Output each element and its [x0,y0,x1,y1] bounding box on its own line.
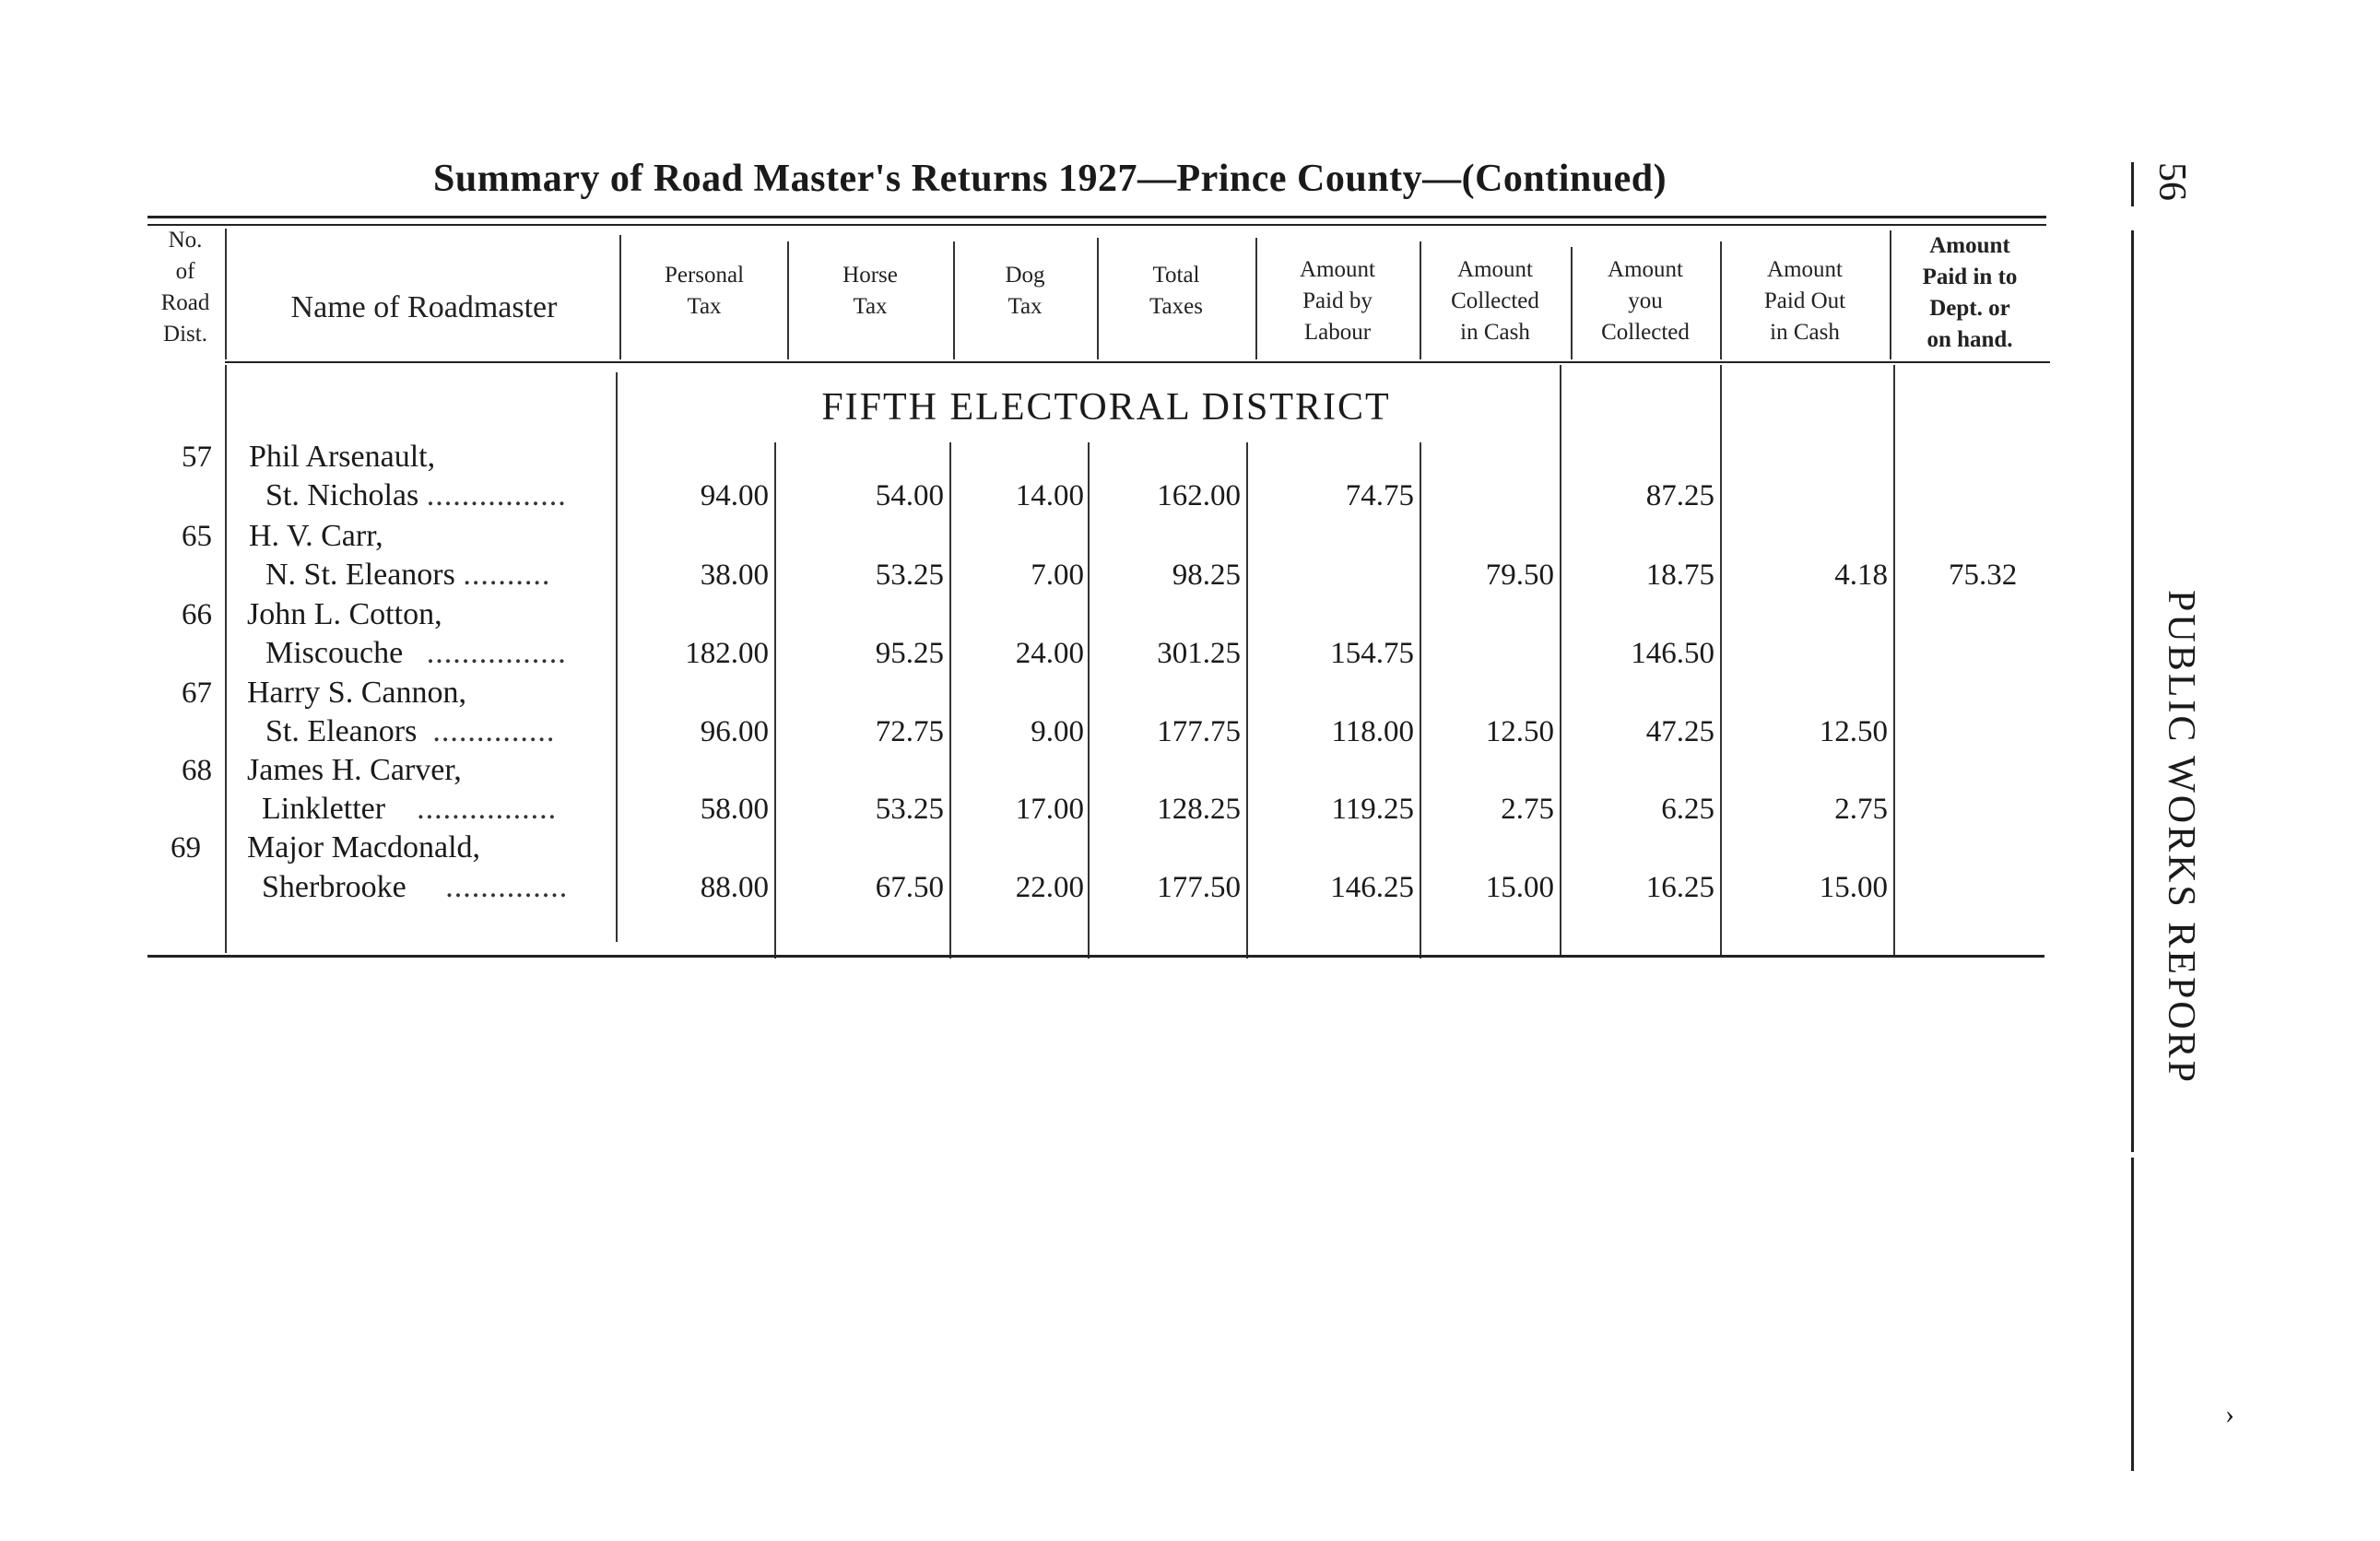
header-you-collected: Amount you Collected [1601,257,1690,345]
body-divider [225,365,227,953]
dog-tax-value: 22.00 [1015,871,1084,904]
page-number: 56 [2150,162,2193,201]
road-dist-number: 66 [182,598,212,631]
header-divider [225,229,227,359]
header-divider [619,235,621,359]
roadmaster-name: Major Macdonald, [247,830,481,865]
place-label: St. Nicholas [265,478,419,512]
road-dist-number: 57 [182,441,212,474]
road-dist-number: 65 [182,520,212,553]
total-taxes-value: 98.25 [1172,559,1241,592]
header-paid-out-cash: Amount Paid Out in Cash [1763,257,1846,345]
page-title: Summary of Road Master's Returns 1927—Prince County—(Continued) [433,158,1667,200]
paid-out-cash-value: 12.50 [1819,715,1888,748]
roadmaster-name: H. V. Carr, [249,519,383,553]
district-heading: FIFTH ELECTORAL DISTRICT [821,386,1391,429]
personal-tax-value: 94.00 [700,479,769,512]
paid-labour-value: 119.25 [1331,793,1414,826]
header-personal-tax: Personal Tax [664,263,745,319]
body-divider [1720,365,1722,955]
personal-tax-value: 58.00 [700,793,769,826]
dog-tax-value: 17.00 [1015,793,1084,826]
leader-dots: ................ [417,792,558,826]
paid-out-cash-value: 15.00 [1819,871,1888,904]
header-bottom-rule [225,361,2050,363]
roadmaster-place [265,557,550,594]
paid-labour-value: 74.75 [1345,479,1414,512]
header-horse-tax: Horse Tax [842,263,898,319]
personal-tax-value: 182.00 [685,637,769,670]
roadmaster-name: John L. Cotton, [247,597,442,631]
horse-tax-value: 53.25 [875,559,944,592]
horse-tax-value: 67.50 [875,871,944,904]
dog-tax-value: 9.00 [1031,715,1084,748]
header-road-dist: No. of Road Dist. [160,228,210,347]
header-name: Name of Roadmaster [290,290,558,324]
top-rule-inner [147,224,2046,226]
leader-dots: .............. [432,714,556,748]
running-title: PUBLIC WORKS REPORP [2160,590,2202,1086]
personal-tax-value: 38.00 [700,559,769,592]
header-collected-cash: Amount Collected in Cash [1451,257,1539,345]
header-paid-labour: Amount Paid by Labour [1300,257,1375,345]
body-divider [1088,442,1090,959]
leader-dots: ................ [426,478,567,512]
place-label: Miscouche [265,636,404,670]
paid-out-cash-value: 4.18 [1834,559,1888,592]
margin-rule [2131,162,2134,206]
horse-tax-value: 53.25 [875,793,944,826]
body-divider [1420,442,1421,959]
personal-tax-value: 88.00 [700,871,769,904]
roadmaster-place [265,635,567,672]
collected-cash-value: 2.75 [1501,793,1554,826]
total-taxes-value: 177.50 [1157,871,1241,904]
total-taxes-value: 162.00 [1157,479,1241,512]
road-dist-number: 67 [182,676,212,710]
roadmaster-name: James H. Carver, [247,753,462,787]
leader-dots: ................ [426,636,567,670]
horse-tax-value: 54.00 [875,479,944,512]
collected-cash-value: 79.50 [1485,559,1554,592]
paid-in-dept-value: 75.32 [1949,559,2018,592]
dog-tax-value: 14.00 [1015,479,1084,512]
header-total-taxes: Total Taxes [1149,263,1203,319]
collected-cash-value: 15.00 [1485,871,1554,904]
roadmaster-place [265,713,555,750]
dog-tax-value: 7.00 [1031,559,1084,592]
road-dist-number: 69 [171,831,201,865]
you-collected-value: 16.25 [1645,871,1714,904]
personal-tax-value: 96.00 [700,715,769,748]
header-dog-tax: Dog Tax [1005,263,1045,319]
bottom-rule [147,955,2044,958]
place-label: St. Eleanors [265,714,418,748]
dog-tax-value: 24.00 [1015,637,1084,670]
roadmaster-name: Phil Arsenault, [249,440,436,474]
paid-labour-value: 154.75 [1330,637,1414,670]
total-taxes-value: 301.25 [1157,637,1241,670]
body-divider [1246,442,1248,959]
paid-labour-value: 118.00 [1331,715,1414,748]
paid-labour-value: 146.25 [1330,871,1414,904]
margin-rule [2131,1158,2134,1471]
you-collected-value: 18.75 [1645,559,1714,592]
you-collected-value: 6.25 [1661,793,1714,826]
margin-mark: › [2225,1399,2234,1429]
paid-out-cash-value: 2.75 [1834,793,1888,826]
total-taxes-value: 177.75 [1157,715,1241,748]
horse-tax-value: 72.75 [875,715,944,748]
place-label: Linkletter [262,792,386,826]
body-divider [1893,365,1895,955]
roadmaster-place [262,791,557,828]
roadmaster-name: Harry S. Cannon, [247,676,466,710]
collected-cash-value: 12.50 [1485,715,1554,748]
leader-dots: .......... [463,558,551,592]
you-collected-value: 47.25 [1645,715,1714,748]
horse-tax-value: 95.25 [875,637,944,670]
roadmaster-place [265,477,567,514]
total-taxes-value: 128.25 [1157,793,1241,826]
you-collected-value: 87.25 [1645,479,1714,512]
top-rule [147,216,2046,218]
roadmaster-place [262,869,568,906]
header-paid-in-dept: Amount Paid in to Dept. or on hand. [1922,233,2018,352]
place-label: N. St. Eleanors [265,558,455,592]
leader-dots: .............. [445,870,569,904]
road-dist-number: 68 [182,754,212,787]
body-divider [616,372,618,942]
you-collected-value: 146.50 [1631,637,1714,670]
place-label: Sherbrooke [262,870,406,904]
body-divider [1560,365,1561,955]
body-divider [774,442,776,959]
body-divider [949,442,951,959]
